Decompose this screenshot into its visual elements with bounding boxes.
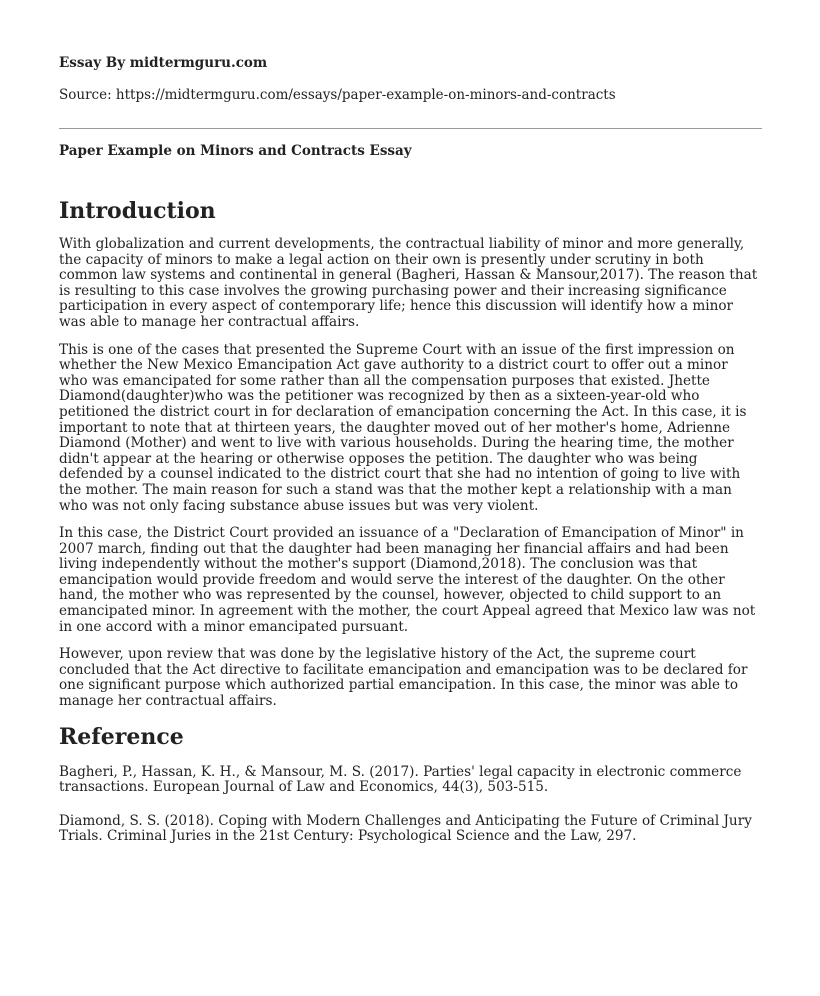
source-url: Source: https://midtermguru.com/essays/paper-example-on-minors-and-contracts (59, 87, 616, 103)
header-divider (59, 128, 762, 129)
reference-entry: Diamond, S. S. (2018). Coping with Modern Challenges and Anticipating the Future of Criminal Jury Trials. Criminal Juries in the 21st Century: Psychological Science and the Law, 297. (59, 812, 752, 845)
document-title: Paper Example on Minors and Contracts Essay (59, 143, 412, 159)
essay-body (59, 196, 759, 863)
intro-paragraph-3: In this case, the District Court provided an issuance of a "Declaration of Emancipation of Minor" in 2007 march, finding out that the daughter had been managing her financial affairs and had been living independently without the mother's support (Diamond,2018). The conclusion was that emancipation would provide freedom and would serve the interest of the daughter. On the other hand, the mother who was represented by the counsel, however, objected to child support to an emancipated minor. In agreement with the mother, the court Appeal agreed that Mexico law was not in one accord with a minor emancipated pursuant. (59, 525, 756, 635)
reference-heading: Reference (59, 723, 184, 750)
intro-paragraph-1: With globalization and current developments, the contractual liability of minor and more generally, the capacity of minors to make a legal action on their own is presently under scrutiny in both common law systems and continental in general (Bagheri, Hassan & Mansour,2017). The reason that is resulting to this case involves the growing purchasing power and their increasing significance participation in every aspect of contemporary life; hence this discussion will identify how a minor was able to manage her contractual affairs. (59, 236, 758, 330)
introduction-heading: Introduction (59, 198, 216, 224)
reference-entry: Bagheri, P., Hassan, K. H., & Mansour, M. S. (2017). Parties' legal capacity in electronic commerce transactions. European Journal of Law and Economics, 44(3), 503-515. (59, 763, 742, 796)
reference-list (59, 765, 759, 845)
essay-by-line: Essay By midtermguru.com (59, 55, 268, 71)
intro-paragraph-2: This is one of the cases that presented the Supreme Court with an issue of the first impression on whether the New Mexico Emancipation Act gave authority to a district court to offer out a minor who was emancipated for some rather than all the compensation purposes that existed. Jhette Diamond(daughter)who was the petitioner was recognized by then as a sixteen-year-old who petitioned the district court in for declaration of emancipation concerning the Act. In this case, it is important to note that at thirteen years, the daughter moved out of her mother's home, Adrienne Diamond (Mother) and went to live with various households. During the hearing time, the mother didn't appear at the hearing or otherwise opposes the petition. The daughter who was being defended by a counsel indicated to the district court that she had no intention of going to live with the mother. The main reason for such a stand was that the mother kept a relationship with a man who was not only facing substance abuse issues but was very violent. (59, 341, 747, 514)
intro-paragraph-4: However, upon review that was done by the legislative history of the Act, the supreme court concluded that the Act directive to facilitate emancipation and emancipation was to be declared for one significant purpose which authorized partial emancipation. In this case, the minor was able to manage her contractual affairs. (59, 646, 748, 710)
